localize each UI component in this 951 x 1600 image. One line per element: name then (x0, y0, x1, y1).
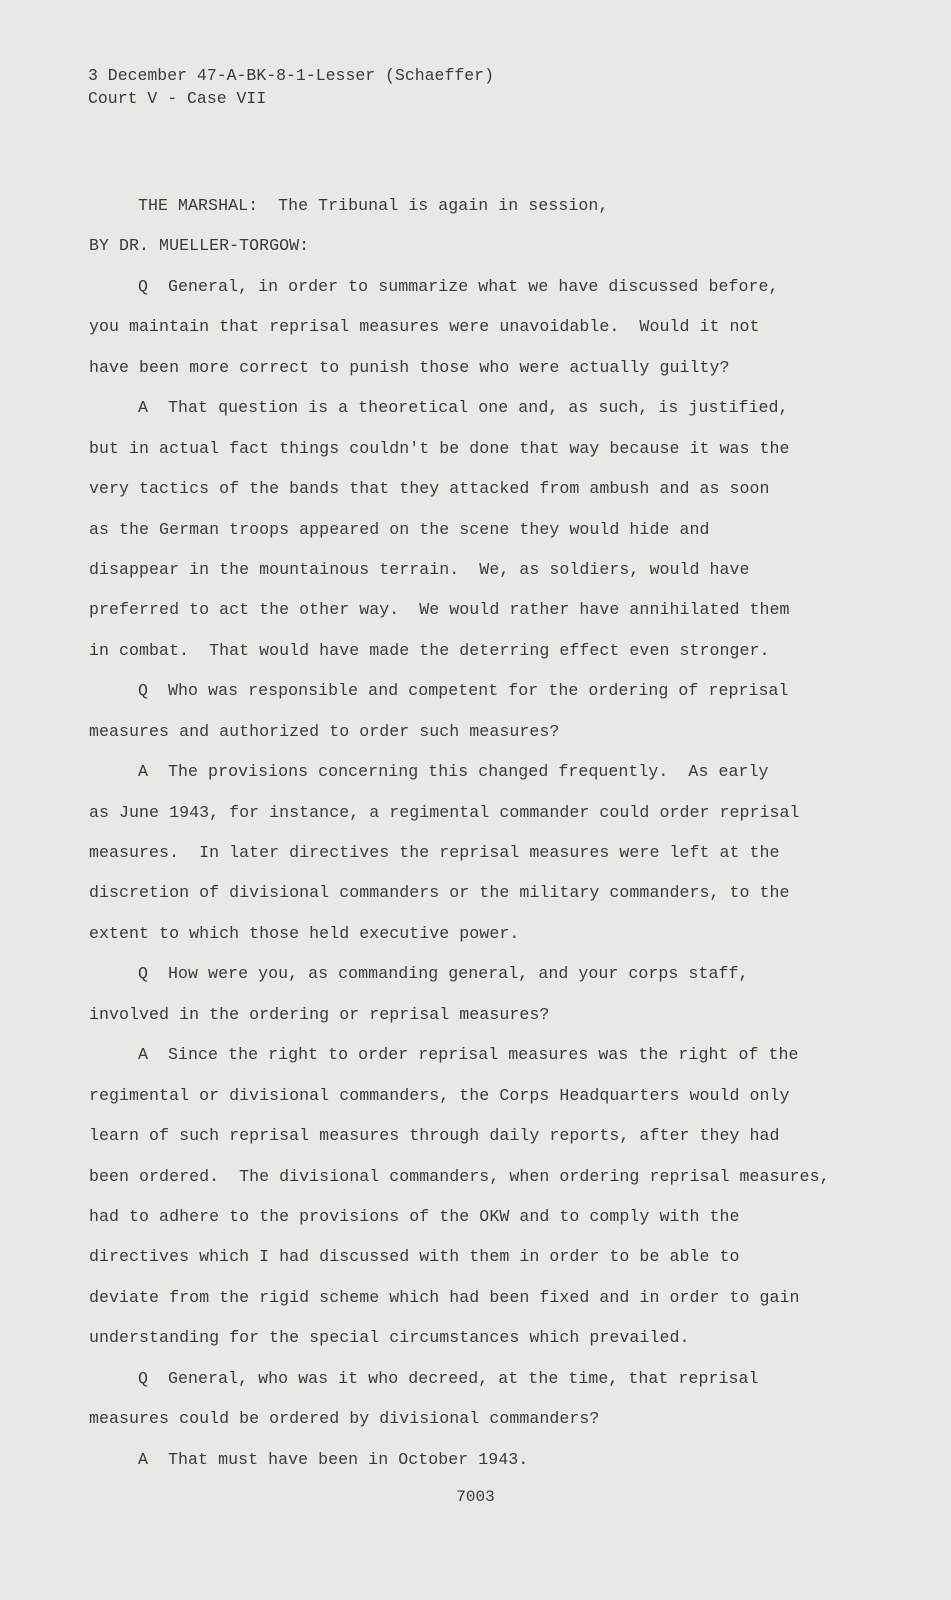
transcript-line: have been more correct to punish those who were actually guilty? (89, 357, 730, 377)
transcript-line: as the German troops appeared on the scene they would hide and (89, 519, 710, 539)
transcript-line: Q How were you, as commanding general, and your corps staff, (138, 964, 749, 984)
transcript-line: but in actual fact things couldn't be done that way because it was the (89, 438, 790, 458)
transcript-line: involved in the ordering or reprisal measures? (89, 1004, 550, 1024)
transcript-line: A That must have been in October 1943. (138, 1449, 529, 1469)
transcript-line: in combat. That would have made the deterring effect even stronger. (89, 640, 770, 660)
transcript-line: A The provisions concerning this changed frequently. As early (138, 762, 769, 782)
transcript-line: extent to which those held executive power. (89, 923, 520, 943)
header-line-2: Court V - Case VII (88, 89, 267, 108)
transcript-line: THE MARSHAL: The Tribunal is again in session, (138, 196, 609, 215)
transcript-line: directives which I had discussed with them in order to be able to (89, 1247, 740, 1267)
transcript-line: learn of such reprisal measures through daily reports, after they had (89, 1126, 780, 1146)
transcript-line: deviate from the rigid scheme which had been fixed and in order to gain (89, 1287, 800, 1307)
transcript-line: you maintain that reprisal measures were unavoidable. Would it not (89, 317, 760, 337)
transcript-line: discretion of divisional commanders or the military commanders, to the (89, 883, 790, 903)
transcript-line: disappear in the mountainous terrain. We, as soldiers, would have (89, 559, 750, 579)
transcript-line: been ordered. The divisional commanders, when ordering reprisal measures, (89, 1166, 830, 1186)
transcript-line: regimental or divisional commanders, the Corps Headquarters would only (89, 1085, 790, 1105)
transcript-line: A That question is a theoretical one and, as such, is justified, (138, 398, 789, 418)
transcript-line: measures. In later directives the reprisal measures were left at the (89, 843, 780, 862)
header-line-1: 3 December 47-A-BK-8-1-Lesser (Schaeffer) (88, 66, 494, 85)
transcript-line: Q General, in order to summarize what we have discussed before, (138, 276, 779, 296)
transcript-line: very tactics of the bands that they attacked from ambush and as soon (89, 479, 770, 499)
transcript-body (89, 186, 929, 1480)
transcript-line: preferred to act the other way. We would rather have annihilated them (89, 600, 790, 620)
transcript-line: Q General, who was it who decreed, at the time, that reprisal (138, 1368, 759, 1388)
transcript-line: had to adhere to the provisions of the OKW and to comply with the (89, 1206, 740, 1226)
transcript-line: understanding for the special circumstances which prevailed. (89, 1328, 690, 1348)
transcript-line: BY DR. MUELLER-TORGOW: (89, 236, 310, 256)
transcript-line: measures and authorized to order such measures? (89, 721, 560, 741)
transcript-line: measures could be ordered by divisional commanders? (89, 1409, 600, 1429)
transcript-line: as June 1943, for instance, a regimental commander could order reprisal (89, 802, 800, 822)
transcript-line: Q Who was responsible and competent for the ordering of reprisal (138, 681, 789, 701)
transcript-line: A Since the right to order reprisal measures was the right of the (138, 1045, 799, 1065)
page-number: 7003 (456, 1488, 495, 1506)
